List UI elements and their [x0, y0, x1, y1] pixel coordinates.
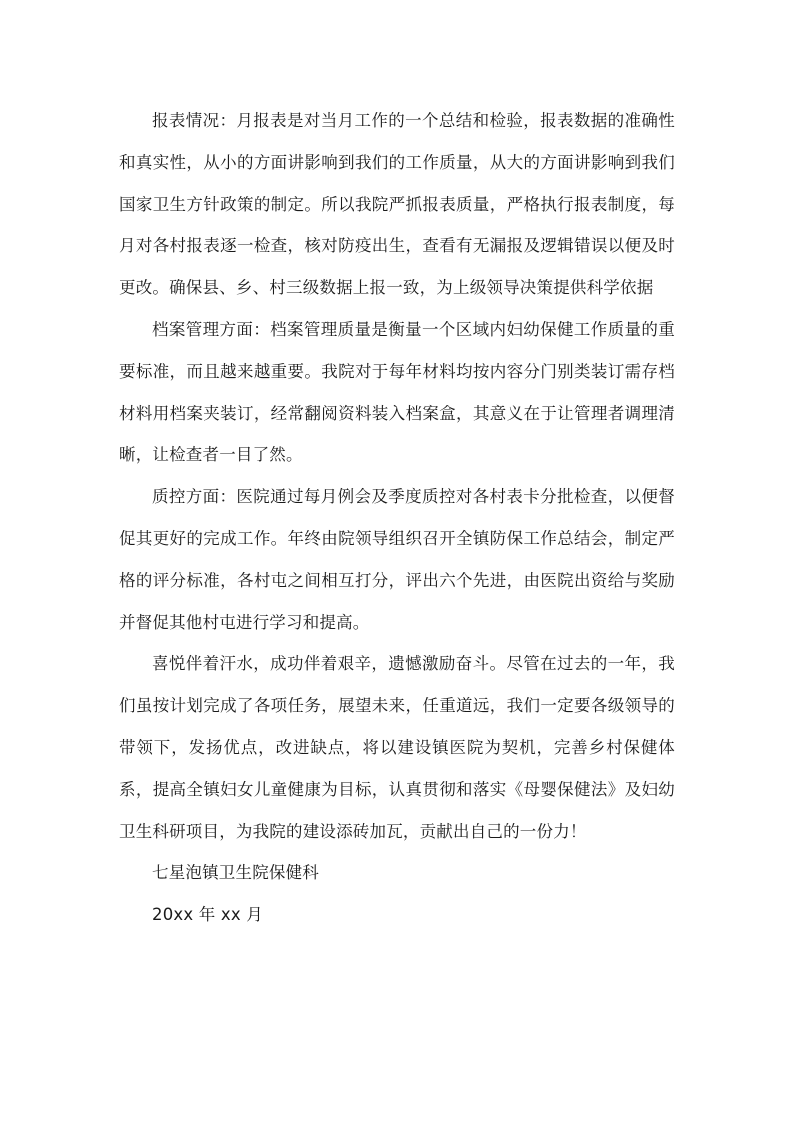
paragraph-quality-control: 质控方面：医院通过每月例会及季度质控对各村表卡分批检查，以便督促其更好的完成工作。年终由院领导组织召开全镇防保工作总结会，制定严格的评分标准，各村屯之间相互打分，评出六个先进，由医院出资给与奖励并督促其他村屯进行学习和提高。: [119, 487, 675, 632]
paragraph-archive-management: 档案管理方面：档案管理质量是衡量一个区域内妇幼保健工作质量的重要标准，而且越来越重要。我院对于每年材料均按内容分门别类装订需存档材料用档案夹装订，经常翻阅资料装入档案盒，其意义在于让管理者调理清晰，让检查者一目了然。: [119, 319, 675, 465]
paragraph-conclusion: 喜悦伴着汗水，成功伴着艰辛，遗憾激励奋斗。尽管在过去的一年，我们虽按计划完成了各项任务，展望未来，任重道远，我们一定要各级领导的带领下，发扬优点，改进缺点，将以建设镇医院为契机，完善乡村保健体系，提高全镇妇女儿童健康为目标，认真贯彻和落实《母婴保健法》及妇幼卫生科研项目，为我院的建设添砖加瓦，贡献出自己的一份力！: [119, 654, 675, 841]
signature-organization: 七星泡镇卫生院保健科: [152, 863, 319, 883]
document-body: [119, 100, 675, 936]
paragraph-report-status: 报表情况：月报表是对当月工作的一个总结和检验，报表数据的准确性和真实性，从小的方面讲影响到我们的工作质量，从大的方面讲影响到我们国家卫生方针政策的制定。所以我院严抓报表质量，严格执行报表制度，每月对各村报表逐一检查，核对防疫出生，查看有无漏报及逻辑错误以便及时更改。确保县、乡、村三级数据上报一致，为上级领导决策提供科学依据: [119, 111, 675, 298]
signature-date: 20xx 年 xx 月: [152, 905, 263, 925]
